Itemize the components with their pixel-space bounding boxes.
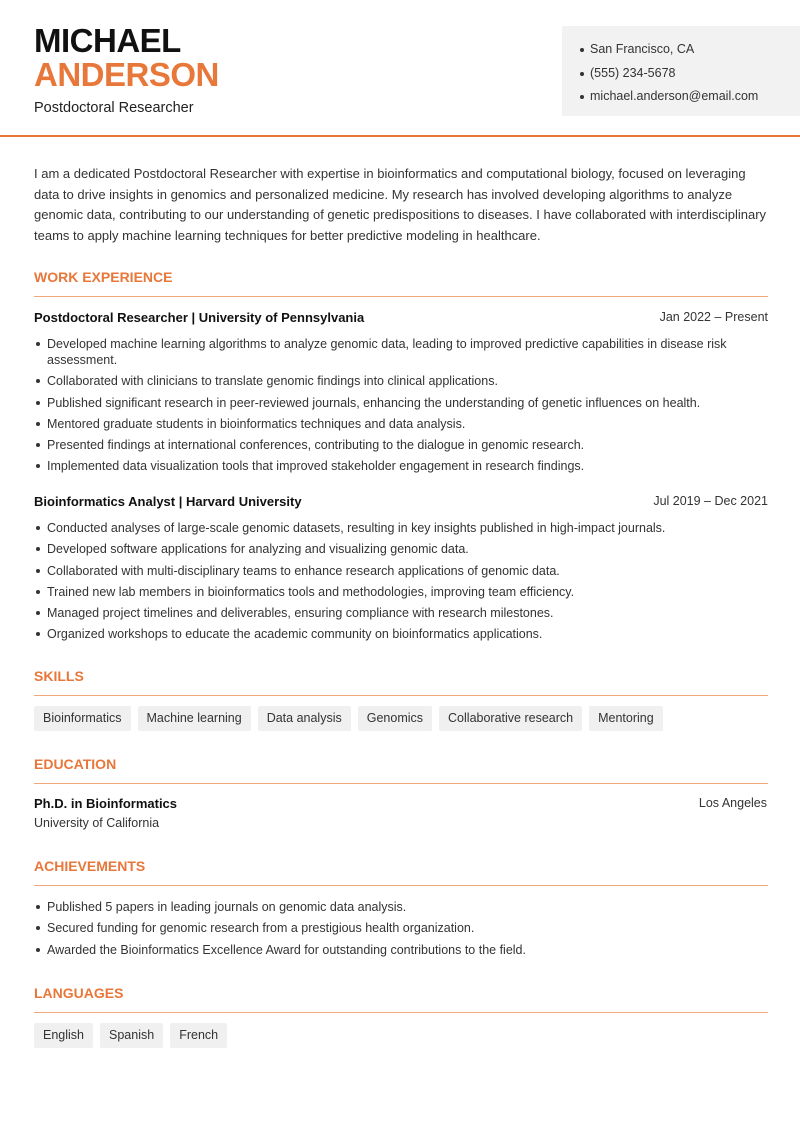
last-name: ANDERSON <box>34 56 219 93</box>
list-item: Published significant research in peer-reviewed journals, enhancing the understanding of genetic influences on health. <box>34 395 754 411</box>
education-heading: EDUCATION <box>34 755 768 784</box>
education-degree: Ph.D. in Bioinformatics <box>34 796 178 811</box>
job-1-dates: Jan 2022 – Present <box>659 310 768 324</box>
achievements-list <box>34 899 754 963</box>
skill-tag: Collaborative research <box>439 706 582 731</box>
languages-tags <box>34 1023 227 1048</box>
list-item: Conducted analyses of large-scale genomic datasets, resulting in key insights published in high-impact journals. <box>34 520 754 536</box>
skill-tag: Bioinformatics <box>34 706 131 731</box>
job-1-heading: Postdoctoral Researcher | University of Pennsylvania <box>34 310 365 325</box>
languages-heading: LANGUAGES <box>34 984 768 1013</box>
contact-box <box>562 26 800 116</box>
list-item: Trained new lab members in bioinformatics tools and methodologies, improving team efficiency. <box>34 584 754 600</box>
list-item: Managed project timelines and deliverables, ensuring compliance with research milestones. <box>34 605 754 621</box>
contact-phone: (555) 234-5678 <box>580 62 800 86</box>
list-item: Presented findings at international conferences, contributing to the dialogue in genomic research. <box>34 437 754 453</box>
list-item: Awarded the Bioinformatics Excellence Award for outstanding contributions to the field. <box>34 942 754 958</box>
skill-tag: Data analysis <box>258 706 351 731</box>
list-item: Collaborated with multi-disciplinary teams to enhance research applications of genomic data. <box>34 563 754 579</box>
skill-tag: Genomics <box>358 706 432 731</box>
language-tag: French <box>170 1023 227 1048</box>
contact-location: San Francisco, CA <box>580 38 800 62</box>
job-2-dates: Jul 2019 – Dec 2021 <box>653 494 768 508</box>
education-location: Los Angeles <box>698 796 767 810</box>
education-school: University of California <box>34 816 160 830</box>
first-name: MICHAEL <box>34 22 181 59</box>
job-1-bullets <box>34 336 754 480</box>
job-2-heading: Bioinformatics Analyst | Harvard University <box>34 494 302 509</box>
list-item: Published 5 papers in leading journals on genomic data analysis. <box>34 899 754 915</box>
job-title: Postdoctoral Researcher <box>34 100 194 116</box>
job-1-row <box>34 310 768 328</box>
summary-paragraph: I am a dedicated Postdoctoral Researcher with expertise in bioinformatics and computational biology, focused on leveraging data to drive insights in genomics and personalized medicine. My research has involved developing algorithms to analyze genomic data, contributing to our understanding of genetic predispositions to diseases. I have collaborated with interdisciplinary teams to apply machine learning techniques for better predictive modeling in healthcare. <box>34 166 767 243</box>
language-tag: Spanish <box>100 1023 163 1048</box>
work-experience-heading: WORK EXPERIENCE <box>34 268 768 297</box>
list-item: Secured funding for genomic research from a prestigious health organization. <box>34 920 754 936</box>
job-2-bullets <box>34 520 754 648</box>
resume-header <box>0 0 800 137</box>
contact-email[interactable]: michael.anderson@email.com <box>580 85 800 109</box>
list-item: Mentored graduate students in bioinformatics techniques and data analysis. <box>34 416 754 432</box>
list-item: Developed software applications for analyzing and visualizing genomic data. <box>34 541 754 557</box>
achievements-heading: ACHIEVEMENTS <box>34 857 768 886</box>
skills-heading: SKILLS <box>34 667 768 696</box>
list-item: Collaborated with clinicians to translate genomic findings into clinical applications. <box>34 373 754 389</box>
skill-tag: Machine learning <box>138 706 251 731</box>
list-item: Organized workshops to educate the academic community on bioinformatics applications. <box>34 626 754 642</box>
list-item: Implemented data visualization tools that improved stakeholder engagement in research findings. <box>34 458 754 474</box>
job-2-row <box>34 494 768 512</box>
skills-tags <box>34 706 663 731</box>
list-item: Developed machine learning algorithms to analyze genomic data, leading to improved predictive capabilities in disease risk assessment. <box>34 336 754 368</box>
skill-tag: Mentoring <box>589 706 663 731</box>
language-tag: English <box>34 1023 93 1048</box>
